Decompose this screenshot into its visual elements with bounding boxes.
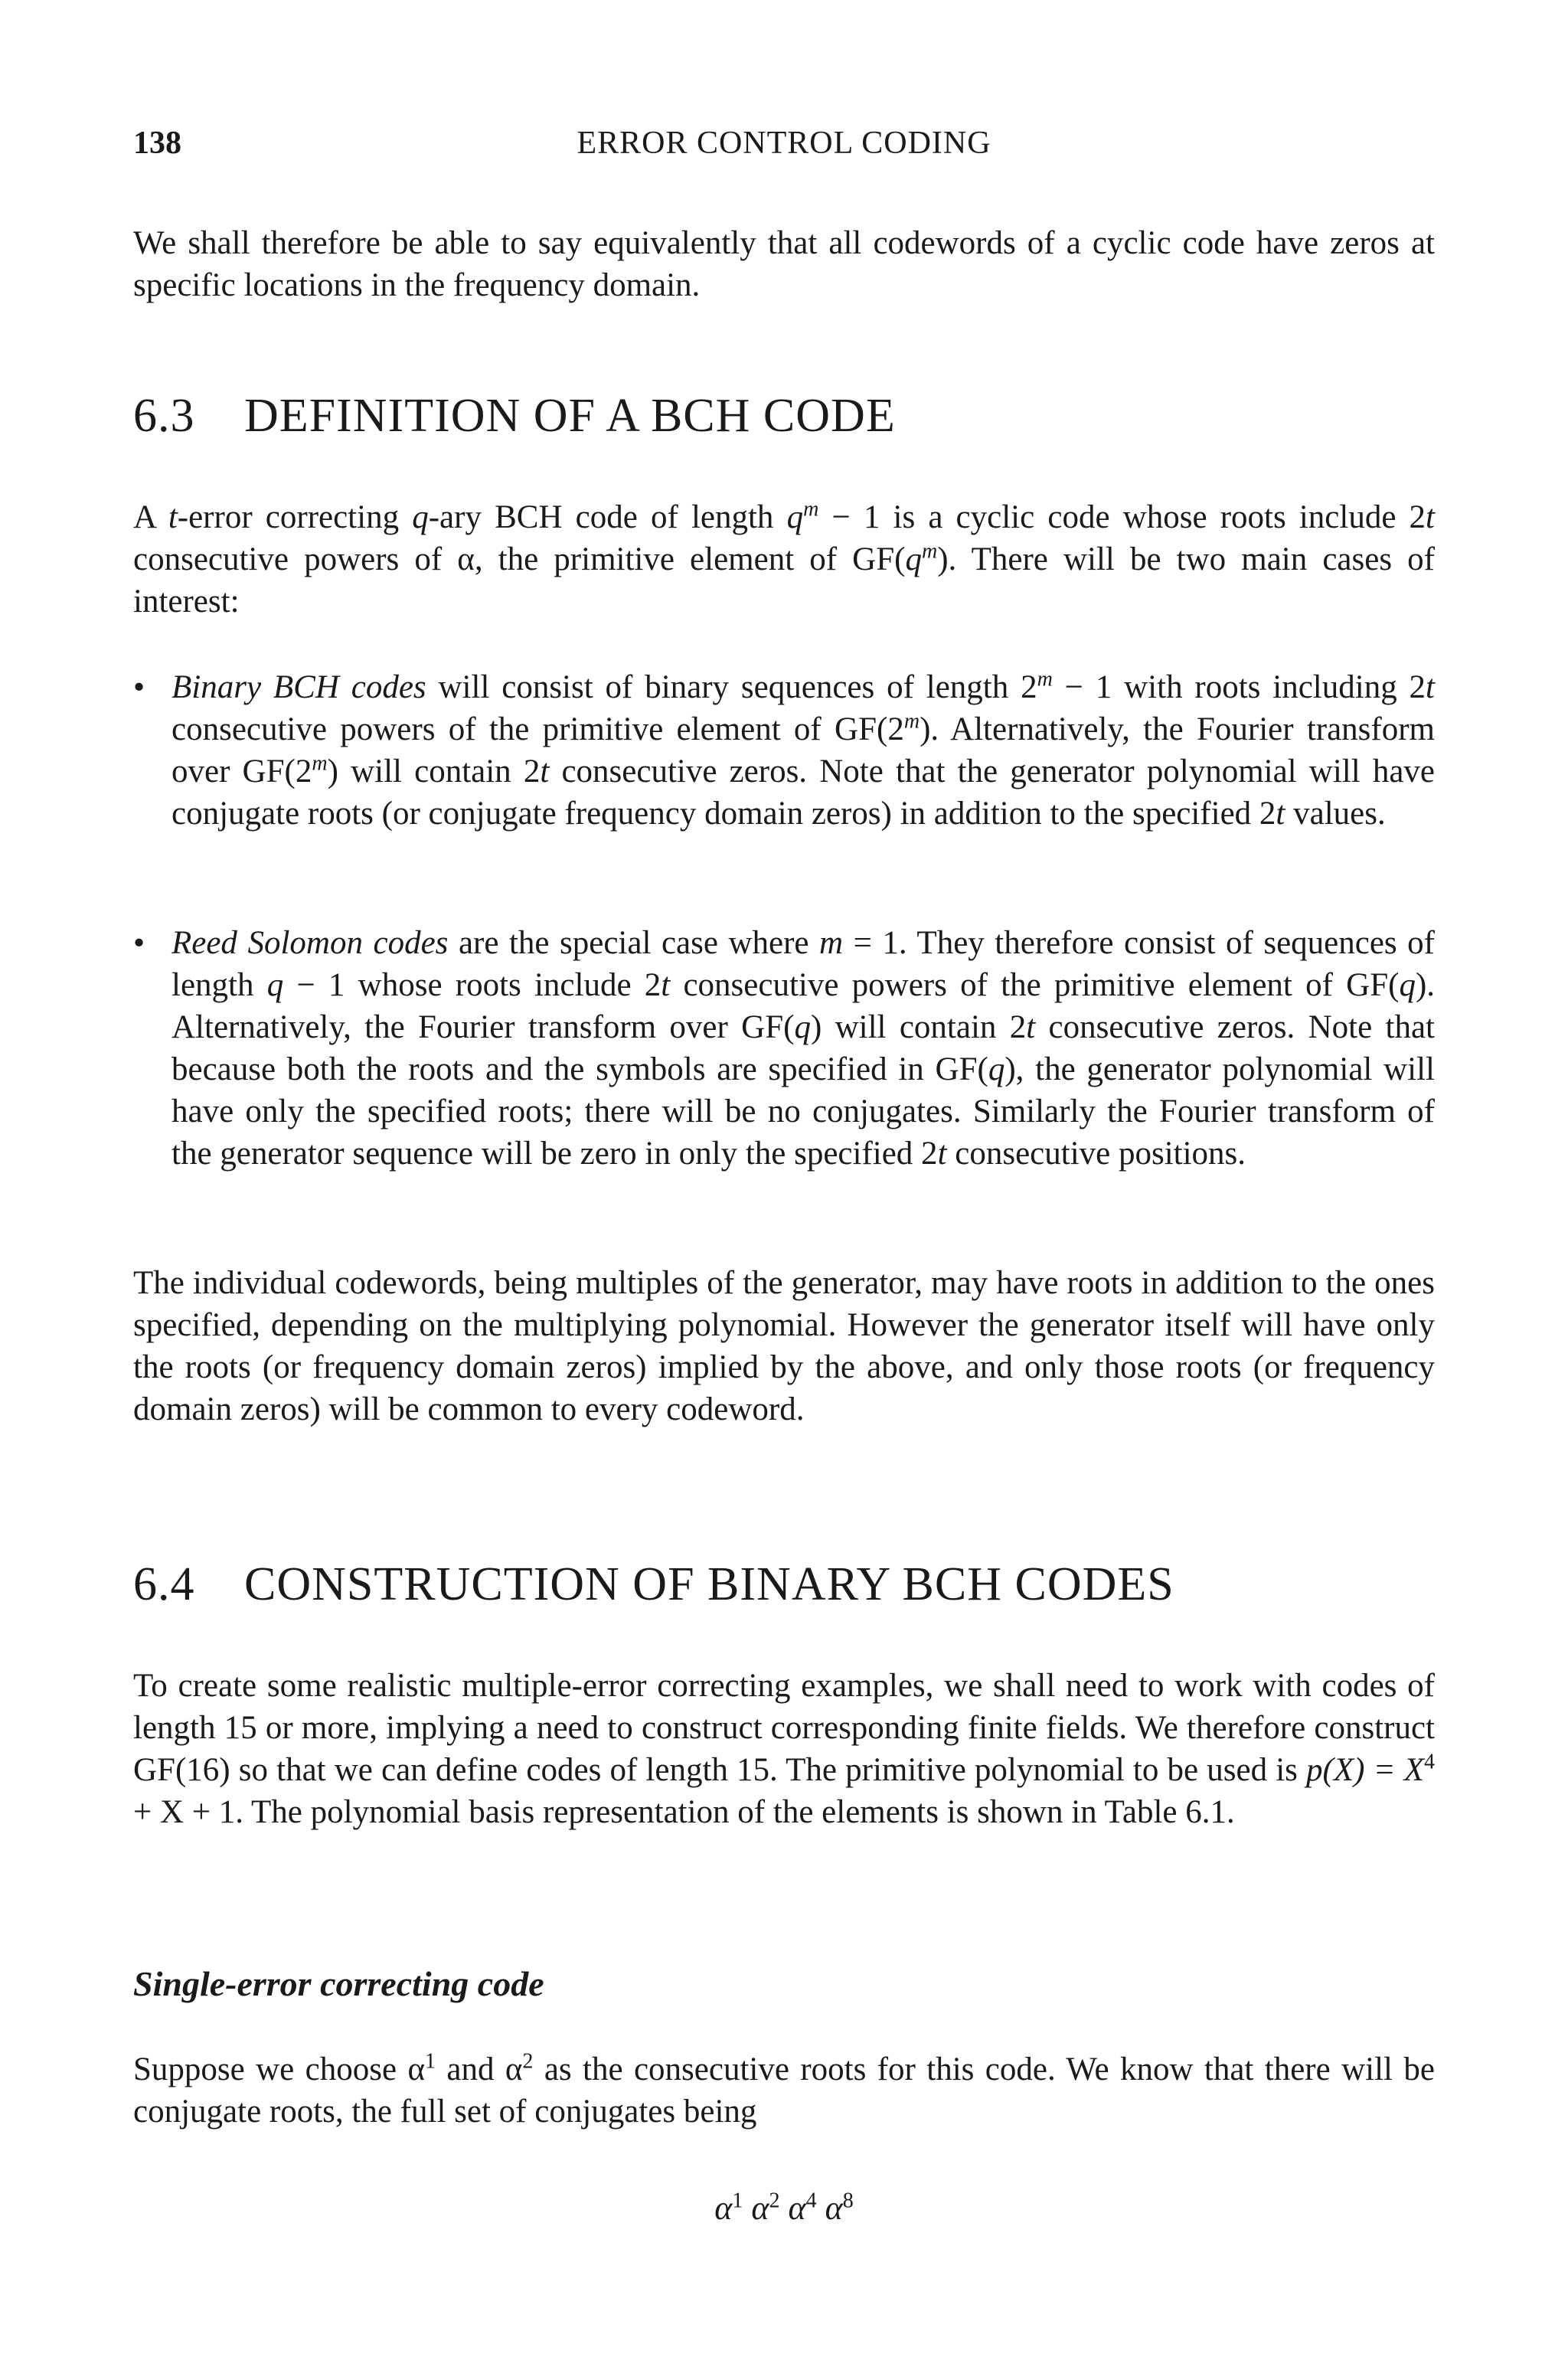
text-run: Suppose we choose α <box>133 2051 425 2087</box>
bullet-binary-bch <box>133 666 1435 835</box>
section-title: CONSTRUCTION OF BINARY BCH CODES <box>244 1558 1174 1610</box>
single-error-paragraph <box>133 2048 1435 2133</box>
symbol-q: q <box>412 499 429 535</box>
text-run: consecutive positions. <box>946 1136 1246 1172</box>
exponent: 2 <box>769 2189 780 2213</box>
text-run: consecutive powers of the primitive element of GF( <box>670 967 1400 1003</box>
alpha-symbol: α <box>825 2189 843 2227</box>
section-heading-6-4 <box>133 1558 1174 1610</box>
alpha-symbol: α <box>788 2189 806 2227</box>
conjugates-formula <box>0 2189 1568 2227</box>
symbol-t: t <box>540 753 550 789</box>
symbol-m: m <box>903 709 920 734</box>
symbol-t: t <box>1426 669 1435 705</box>
text-run: = 1. They therefore consist of sequences of length <box>172 925 1435 1003</box>
symbol-m: m <box>803 497 819 521</box>
symbol-q: q <box>786 499 804 535</box>
text-run: consecutive zeros. Note that because both the roots and the symbols are specified in GF( <box>172 1009 1435 1087</box>
text-run: − 1 is a cyclic code whose roots include 2 <box>818 499 1426 535</box>
symbol-t: t <box>168 499 178 535</box>
exponent: 1 <box>732 2189 743 2213</box>
symbol-q: q <box>1399 967 1416 1003</box>
bullet-label: Reed Solomon codes <box>172 925 449 961</box>
symbol-m: m <box>312 751 328 776</box>
polynomial-expression: p(X) = X <box>1306 1752 1424 1788</box>
symbol-q: q <box>794 1009 811 1045</box>
symbol-q: q <box>988 1051 1005 1087</box>
symbol-t: t <box>1426 499 1435 535</box>
text-run: ) will contain 2 <box>327 753 541 789</box>
text-run: ). There will be two main cases of interest: <box>133 541 1435 619</box>
symbol-t: t <box>1276 796 1285 832</box>
construction-paragraph <box>133 1665 1435 1833</box>
text-run: ), the generator polynomial will have only the specified roots; there will be no conjugates. Similarly the Fourier transform of the generator sequence will be zero in only the specified 2 <box>172 1051 1435 1172</box>
alpha-symbol: α <box>751 2189 769 2227</box>
symbol-t: t <box>661 967 671 1003</box>
intro-paragraph: We shall therefore be able to say equivalently that all codewords of a cyclic code have zeros at specific locations in the frequency domain. <box>133 225 1435 303</box>
text-run: are the special case where <box>448 925 820 961</box>
section-number: 6.4 <box>133 1558 195 1610</box>
section-number: 6.3 <box>133 390 195 442</box>
page-number: 138 <box>133 126 181 161</box>
text-run: will consist of binary sequences of length 2 <box>426 669 1037 705</box>
subsection-heading: Single-error correcting code <box>133 1964 544 2003</box>
section-title: DEFINITION OF A BCH CODE <box>244 390 896 442</box>
text-run: consecutive powers of the primitive element of GF(2 <box>172 711 904 747</box>
bullet-icon: • <box>133 925 145 961</box>
symbol-m: m <box>921 539 938 564</box>
exponent: 4 <box>805 2189 817 2213</box>
text-run: consecutive powers of α, the primitive element of GF( <box>133 541 906 577</box>
exponent: 1 <box>425 2049 436 2074</box>
symbol-m: m <box>1037 667 1053 691</box>
bullet-label: Binary BCH codes <box>172 669 426 705</box>
text-run: values. <box>1285 796 1386 832</box>
bullet-icon: • <box>133 669 145 705</box>
text-run: -error correcting <box>177 499 413 535</box>
bullet-text <box>172 922 1435 1175</box>
exponent: 8 <box>842 2189 854 2213</box>
text-run: -ary BCH code of length <box>428 499 787 535</box>
symbol-m: m <box>819 925 844 961</box>
symbol-q: q <box>905 541 922 577</box>
text-run: consecutive zeros. Note that the generator polynomial will have conjugate roots (or conjugate frequency domain zeros) in addition to the specified 2 <box>172 753 1436 832</box>
text-run: − 1 with roots including 2 <box>1052 669 1426 705</box>
bch-definition-paragraph: A t-error correcting q-ary BCH code of length $q^m - 1$ is a cyclic code whose roots include 2t consecutive powers of α, the primitive element of $GF(q^m)$. There will be two main cases of interest: <box>133 497 1435 619</box>
symbol-t: t <box>937 1136 947 1172</box>
text-run: − 1 whose roots include 2 <box>283 967 662 1003</box>
text-run: To create some realistic multiple-error correcting examples, we shall need to work with codes of length 15 or more, implying a need to construct corresponding finite fields. We therefore construct GF(16) so that we can define codes of length 15. The primitive polynomial to be used is <box>133 1668 1435 1788</box>
text-run: ). Alternatively, the Fourier transform over GF(2 <box>172 711 1435 789</box>
text-run: ). Alternatively, the Fourier transform over GF( <box>172 967 1436 1045</box>
bullet-text <box>172 666 1435 835</box>
exponent: 2 <box>522 2049 534 2074</box>
exponent: 4 <box>1424 1750 1435 1774</box>
text-run: ) will contain 2 <box>810 1009 1027 1045</box>
symbol-t: t <box>1026 1009 1036 1045</box>
alpha-symbol: α <box>714 2189 733 2227</box>
text-run: and α <box>436 2051 523 2087</box>
section-heading-6-3 <box>133 392 896 440</box>
text-run: + X + 1. The polynomial basis representation of the elements is shown in Table 6.1. <box>133 1794 1235 1830</box>
symbol-q: q <box>266 967 284 1003</box>
bullet-reed-solomon <box>133 922 1435 1175</box>
closing-paragraph: The individual codewords, being multiples of the generator, may have roots in addition to the ones specified, depending on the multiplying polynomial. However the generator itself will have only the roots (or frequency domain zeros) implied by the above, and only those roots (or frequency domain zeros) will be common to every codeword. <box>133 1265 1435 1427</box>
text-run: as the consecutive roots for this code. We know that there will be conjugate roots, the full set of conjugates being <box>133 2051 1435 2130</box>
running-head: ERROR CONTROL CODING <box>577 126 991 161</box>
